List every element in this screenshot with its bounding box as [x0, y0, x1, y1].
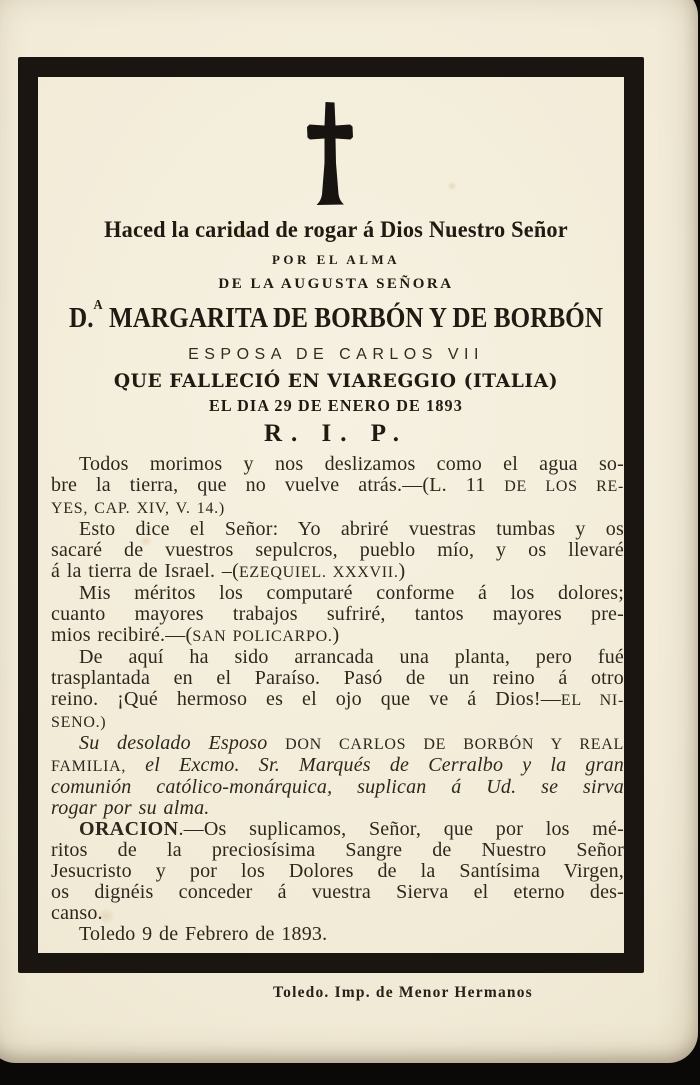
body-segment: ): [398, 560, 406, 582]
body-line: [51, 625, 624, 647]
body-line: [51, 840, 624, 861]
body-segment: bre la tierra, que no vuelve atrás.—(L. 11: [51, 474, 505, 496]
body-segment: FAMILIA,: [51, 758, 127, 775]
body-line: [51, 583, 624, 604]
augusta-senora-line: DE LA AUGUSTA SEÑORA: [218, 276, 454, 292]
latin-cross-icon: [304, 100, 356, 208]
body-segment: trasplantada en el Paraíso. Pasó de un reino á otro: [51, 667, 624, 689]
body-segment: reino. ¡Qué hermoso es el ojo que ve á Dios!—: [51, 688, 561, 710]
body-line: [51, 755, 624, 777]
body-segment: á la tierra de Israel. –(: [51, 560, 239, 582]
body-line: [51, 454, 624, 475]
body-line: [51, 540, 624, 561]
body-line: [51, 497, 624, 519]
body-segment: .—Os suplicamos, Señor, que por los mé-: [178, 818, 624, 840]
body-line: [51, 819, 624, 840]
por-el-alma-line: POR EL ALMA: [271, 252, 401, 267]
body-line: [51, 733, 624, 755]
name-rest: MARGARITA DE BORBÓN Y DE BORBÓN: [108, 303, 603, 334]
body-line: [51, 561, 624, 583]
body-segment: ): [332, 624, 340, 646]
body-line: [51, 519, 624, 540]
invocation-line: Haced la caridad de rogar á Dios Nuestro Señor: [104, 217, 568, 242]
name-prefix-superscript: A: [93, 298, 103, 313]
name-prefix: D.: [69, 303, 94, 334]
body-line: [51, 903, 624, 924]
body-text: [51, 454, 624, 945]
body-segment: Esto dice el Señor: Yo abriré vuestras tumbas y os: [79, 518, 624, 540]
body-line: [51, 798, 624, 819]
body-segment: Mis méritos los computaré conforme á los dolores;: [79, 582, 624, 604]
body-line: [51, 711, 624, 733]
body-segment: canso.: [51, 902, 103, 924]
body-segment: EZEQUIEL. XXXVII.: [238, 564, 399, 581]
body-segment: Todos morimos y nos deslizamos como el agua so-: [79, 453, 624, 475]
body-segment: ORACION: [79, 818, 179, 840]
rip-line: R. I. P.: [263, 420, 408, 447]
body-segment: SAN POLICARPO.: [192, 628, 333, 645]
body-line: [51, 882, 624, 903]
body-line: [51, 777, 624, 798]
body-segment: comunión católico-monárquica, suplican á Ud. se sirva: [51, 776, 624, 798]
body-segment: cuanto mayores trabajos sufriré, tantos mayores pre-: [51, 603, 624, 625]
body-segment: sacaré de vuestros sepulcros, pueblo mío, y os llevaré: [51, 539, 624, 561]
body-segment: SENO.): [51, 714, 107, 731]
body-line: [51, 861, 624, 882]
body-segment: DON CARLOS DE BORBÓN Y REAL: [285, 736, 624, 753]
body-segment: ritos de la preciosísima Sangre de Nuestro Señor: [51, 839, 624, 861]
body-segment: Su desolado Esposo: [79, 732, 286, 754]
death-place-line: QUE FALLECIÓ EN VIAREGGIO (ITALIA): [113, 370, 559, 392]
deceased-name: [21, 298, 651, 335]
body-segment: os dignéis conceder á vuestra Sierva el eterno des-: [51, 881, 624, 903]
body-segment: De aquí ha sido arrancada una planta, pero fué: [79, 646, 624, 668]
body-segment: YES, CAP. XIV, V. 14.): [51, 500, 225, 517]
body-segment: Toledo 9 de Febrero de 1893.: [79, 923, 328, 945]
body-segment: el Excmo. Sr. Marqués de Cerralbo y la gran: [126, 754, 624, 776]
death-date-line: EL DIA 29 DE ENERO DE 1893: [208, 396, 463, 415]
spouse-line: ESPOSA DE CARLOS VII: [188, 346, 484, 363]
body-line: [51, 604, 624, 625]
body-segment: DE LOS RE-: [504, 478, 624, 495]
body-line: [51, 689, 624, 711]
body-line: [51, 924, 624, 945]
body-line: [51, 475, 624, 497]
body-line: [51, 668, 624, 689]
body-segment: rogar por su alma.: [51, 797, 210, 819]
printer-imprint: Toledo. Imp. de Menor Hermanos: [273, 984, 533, 1001]
body-line: [51, 647, 624, 668]
body-segment: Jesucristo y por los Dolores de la Santísima Virgen,: [51, 860, 624, 882]
body-segment: EL NI-: [560, 692, 624, 709]
body-segment: mios recibiré.—(: [51, 624, 193, 646]
